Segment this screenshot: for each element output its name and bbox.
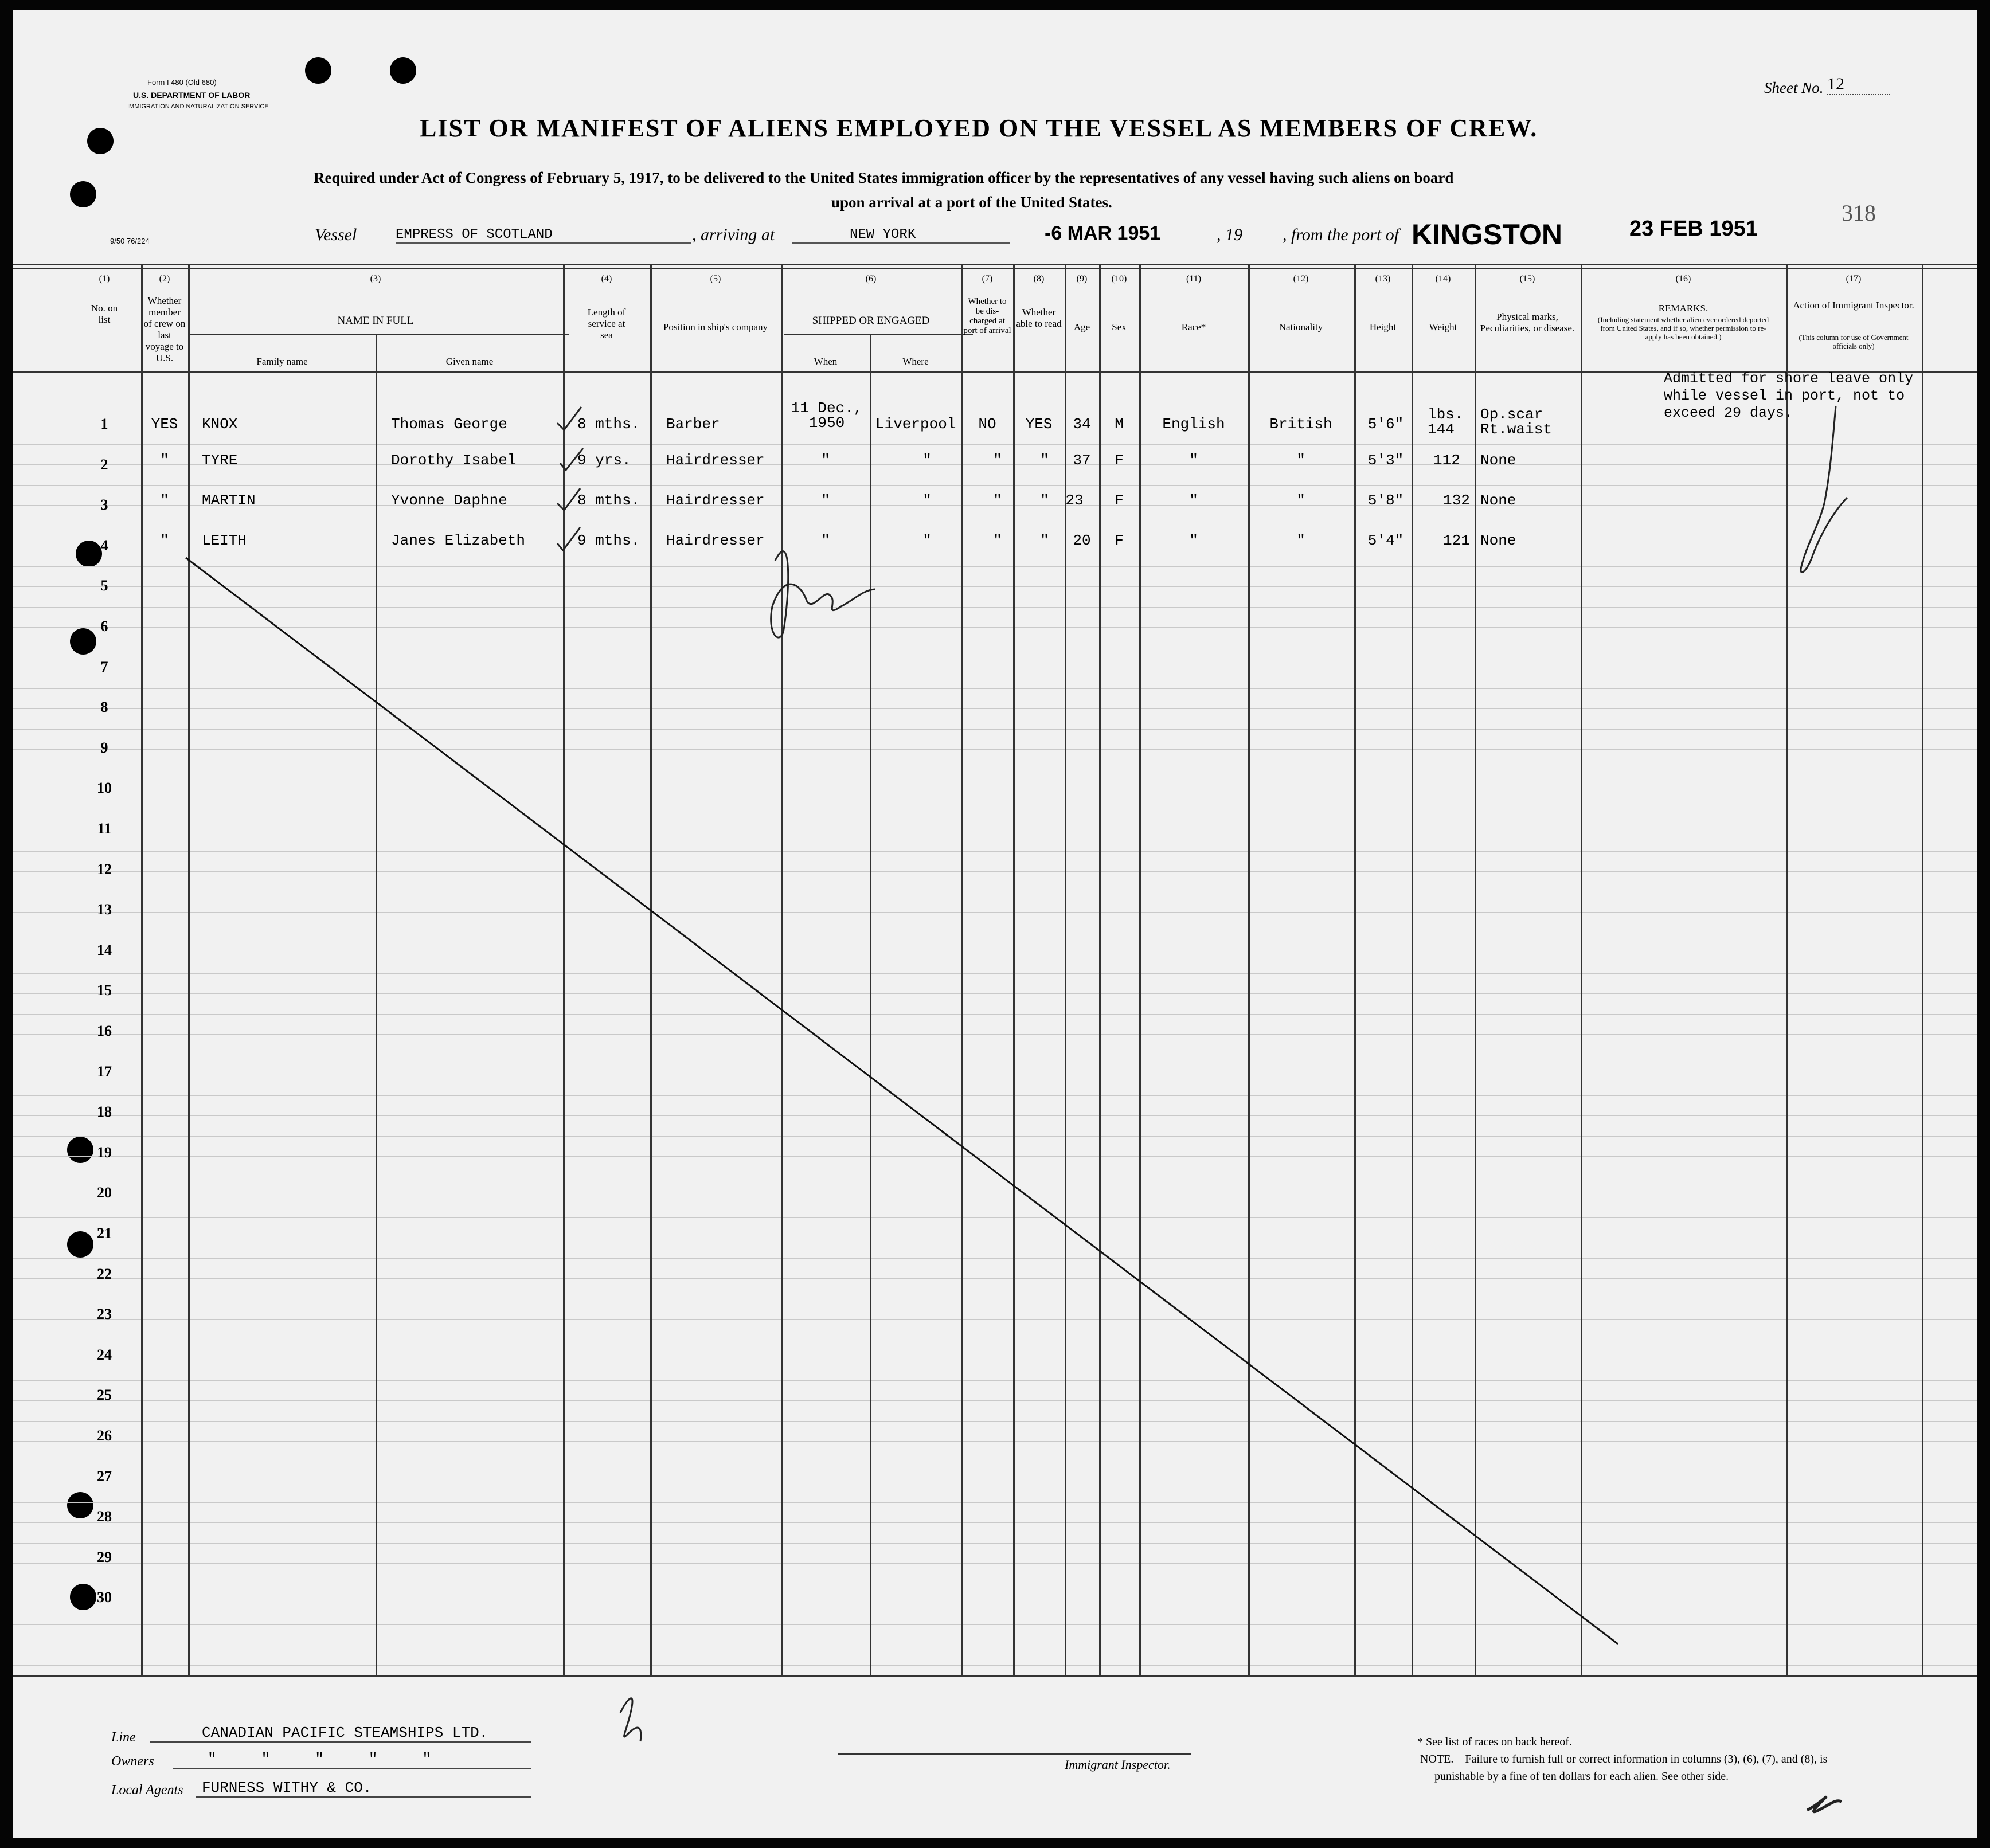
guide-line (13, 607, 1977, 608)
cell-able-read: " (1040, 532, 1049, 549)
row-number: 29 (97, 1549, 112, 1565)
header-given-name: Given name (445, 356, 494, 367)
cell-where: " (922, 492, 932, 509)
shipped-subrule (784, 334, 973, 335)
cell-sex: M (1115, 416, 1124, 433)
row-number: 10 (97, 780, 112, 796)
table-top-rule-2 (13, 268, 1977, 269)
col-divider (1065, 265, 1066, 1675)
row-number: 4 (100, 537, 108, 554)
guide-line (13, 1034, 1977, 1035)
col-divider (188, 265, 190, 1675)
col-number: (10) (1111, 274, 1127, 284)
guide-line (13, 1156, 1977, 1157)
subtitle-line1: Required under Act of Congress of February 5, 1917, to be delivered to the United States immigration officer by the representatives of any vessel having such aliens on board (314, 169, 1454, 186)
cell-weight: 112 (1433, 452, 1460, 469)
cell-nationality: " (1296, 532, 1305, 549)
guide-line (13, 871, 1977, 872)
inspector-initials-scribble (771, 551, 875, 637)
row-number: 9 (100, 739, 108, 756)
header-no-on-list: No. on list (91, 303, 118, 325)
guide-line (13, 749, 1977, 750)
cell-race: " (1189, 532, 1198, 549)
remarks-line: while vessel in port, not to (1664, 387, 1905, 404)
punch-hole (87, 128, 114, 154)
departure-date-stamp: 23 FEB 1951 (1629, 217, 1758, 241)
col-number: (1) (99, 274, 110, 284)
cell-weight: lbs. 144 (1428, 406, 1464, 438)
col-divider (1581, 265, 1582, 1675)
cell-age: 34 (1073, 416, 1091, 433)
col-divider (961, 265, 963, 1675)
service: IMMIGRATION AND NATURALIZATION SERVICE (127, 103, 269, 110)
row-number: 18 (97, 1103, 112, 1120)
col-number: (7) (982, 274, 993, 284)
col-number: (9) (1076, 274, 1088, 284)
cell-length-service: 8 mths. (577, 492, 640, 509)
cell-position: Barber (666, 416, 720, 433)
row-number: 25 (97, 1387, 112, 1403)
cell-family-name: KNOX (202, 416, 238, 433)
cell-length-service: 9 yrs. (577, 452, 631, 469)
cell-able-read: YES (1025, 416, 1053, 433)
row-number: 8 (100, 699, 108, 715)
col-divider (650, 265, 652, 1675)
col-number: (12) (1293, 274, 1309, 284)
manifest-sheet (13, 10, 1977, 1838)
row-number: 22 (97, 1266, 112, 1282)
name-subrule (190, 334, 569, 335)
col-number: (16) (1675, 274, 1691, 284)
guide-line (13, 1136, 1977, 1137)
cell-sex: F (1115, 492, 1124, 509)
from-label: , from the port of (1283, 225, 1399, 244)
cell-given-name: Janes Elizabeth (391, 532, 526, 549)
inspector-label: Immigrant Inspector. (1065, 1757, 1171, 1772)
cell-race: English (1162, 416, 1225, 433)
col-number: (14) (1435, 274, 1451, 284)
cell-where: " (922, 532, 932, 549)
col-number: (4) (601, 274, 612, 284)
col-divider (1475, 265, 1476, 1675)
header-family-name: Family name (256, 356, 308, 367)
arrival-date-stamp: -6 MAR 1951 (1045, 222, 1161, 244)
guide-line (13, 1421, 1977, 1422)
row-number: 17 (97, 1063, 112, 1080)
col-number: (3) (370, 274, 381, 284)
guide-line (13, 1115, 1977, 1116)
cell-given-name: Thomas George (391, 416, 507, 433)
cell-discharged: " (993, 452, 1002, 469)
header-discharged: Whether to be dis-charged at port of arrival (963, 297, 1011, 335)
row-number: 11 (97, 820, 112, 837)
punch-hole (390, 57, 416, 84)
guide-line (13, 973, 1977, 974)
guide-line (13, 1014, 1977, 1015)
col-divider (1412, 265, 1413, 1675)
guide-line (13, 1522, 1977, 1523)
col-divider (563, 265, 565, 1675)
cell-physical-marks: None (1480, 452, 1516, 469)
guide-line (13, 1665, 1977, 1666)
guide-line (13, 1441, 1977, 1442)
header-able-read: Whether able to read (1016, 307, 1062, 329)
guide-line (13, 912, 1977, 913)
subtitle-line2: upon arrival at a port of the United States. (831, 194, 1112, 211)
cell-nationality: British (1269, 416, 1332, 433)
cell-position: Hairdresser (666, 452, 765, 469)
note-line1: NOTE.—Failure to furnish full or correct information in columns (3), (6), (7), and (8), is (1420, 1753, 1828, 1765)
row-number: 14 (97, 942, 112, 958)
row-number: 28 (97, 1508, 112, 1525)
row-number: 7 (100, 659, 108, 675)
cell-when: " (821, 532, 830, 549)
cell-family-name: MARTIN (202, 492, 256, 509)
table-top-rule (13, 264, 1977, 265)
owners-value: " " " " " (173, 1751, 531, 1769)
guide-line (13, 627, 1977, 628)
col-divider (781, 265, 783, 1675)
guide-line (13, 993, 1977, 994)
guide-line (13, 708, 1977, 709)
page-mark-scribble (620, 1698, 641, 1741)
row-number: 19 (97, 1144, 112, 1161)
department: U.S. DEPARTMENT OF LABOR (133, 91, 251, 100)
cell-physical-marks: Op.scar Rt.waist (1480, 406, 1552, 438)
checkmark (557, 527, 580, 550)
guide-line (13, 1095, 1977, 1096)
guide-line (13, 1380, 1977, 1381)
header-where: Where (902, 356, 929, 367)
guide-line (13, 851, 1977, 852)
table-bottom-rule (13, 1675, 1977, 1677)
row-number: 26 (97, 1427, 112, 1444)
cell-race: " (1189, 492, 1198, 509)
col-divider (376, 335, 377, 1675)
row-number: 3 (100, 496, 108, 513)
cell-where: Liverpool (875, 416, 956, 433)
header-length-service: Length of service at sea (587, 307, 626, 340)
col-number: (11) (1186, 274, 1202, 284)
punch-hole (305, 57, 331, 84)
guide-line (13, 1278, 1977, 1279)
header-physical-marks: Physical marks, Peculiarities, or disease. (1480, 311, 1575, 334)
guide-line (13, 1258, 1977, 1259)
header-remarks-note: (Including statement whether alien ever ordered deported from United States, and if so, whether permission to re-apply has been obtained.) (1597, 315, 1769, 341)
sheet-number: 12 (1827, 75, 1890, 95)
header-position: Position in ship's company (663, 322, 768, 332)
cell-height: 5'6" (1367, 416, 1404, 433)
row-number: 21 (97, 1225, 112, 1242)
row-number: 13 (97, 901, 112, 918)
row-number: 23 (97, 1306, 112, 1322)
cell-discharged: NO (978, 416, 996, 433)
col-divider (1922, 265, 1923, 1675)
header-height: Height (1369, 322, 1397, 332)
guide-line (13, 1502, 1977, 1503)
cell-member: " (160, 452, 169, 469)
header-age: Age (1073, 322, 1090, 332)
header-action: Action of Immigrant Inspector. (1793, 300, 1914, 311)
cell-family-name: LEITH (202, 532, 247, 549)
remarks-line: exceed 29 days. (1664, 405, 1793, 421)
cell-position: Hairdresser (666, 532, 765, 549)
cell-age: 23 (1065, 492, 1084, 509)
col-divider (1139, 265, 1141, 1675)
guide-line (13, 1217, 1977, 1218)
cell-where: " (922, 452, 932, 469)
race-note: * See list of races on back hereof. (1417, 1736, 1572, 1748)
cell-given-name: Dorothy Isabel (391, 452, 517, 469)
col-divider (1013, 265, 1015, 1675)
cell-member: " (160, 492, 169, 509)
cell-weight: 132 (1443, 492, 1470, 509)
line-label: Line (111, 1730, 136, 1745)
owners-label: Owners (111, 1754, 154, 1769)
cell-able-read: " (1040, 492, 1049, 509)
row-number: 20 (97, 1184, 112, 1201)
cell-length-service: 9 mths. (577, 532, 640, 549)
header-weight: Weight (1429, 322, 1457, 332)
cell-discharged: " (993, 532, 1002, 549)
print-code: 9/50 76/224 (110, 237, 150, 245)
page-title: LIST OR MANIFEST OF ALIENS EMPLOYED ON THE VESSEL AS MEMBERS OF CREW. (420, 114, 1538, 142)
col-number: (8) (1033, 274, 1045, 284)
guide-line (13, 444, 1977, 445)
cell-length-service: 8 mths. (577, 416, 640, 433)
guide-line (13, 566, 1977, 567)
row-number: 27 (97, 1468, 112, 1485)
header-race: Race* (1181, 322, 1206, 332)
col-number: (2) (159, 274, 170, 284)
agents-value: FURNESS WITHY & CO. (196, 1779, 531, 1798)
col-divider (1248, 265, 1250, 1675)
header-name-in-full: NAME IN FULL (337, 315, 414, 327)
year-label: , 19 (1217, 225, 1242, 244)
col-divider (141, 265, 143, 1675)
cell-member: " (160, 532, 169, 549)
header-when: When (814, 356, 838, 367)
action-signature-scribble (1801, 406, 1847, 572)
col-number: (15) (1519, 274, 1535, 284)
guide-line (13, 688, 1977, 689)
line-value: CANADIAN PACIFIC STEAMSHIPS LTD. (150, 1724, 531, 1743)
cell-when: 11 Dec., 1950 (791, 400, 863, 432)
punch-hole (70, 181, 96, 207)
vessel-name: EMPRESS OF SCOTLAND (396, 227, 691, 244)
cell-nationality: " (1296, 452, 1305, 469)
header-sex: Sex (1112, 322, 1127, 332)
remarks-text (1664, 370, 1913, 422)
cell-when: " (821, 492, 830, 509)
col-divider (870, 335, 871, 1675)
form-number: Form I 480 (Old 680) (147, 78, 217, 87)
note-line2: punishable by a fine of ten dollars for each alien. See other side. (1434, 1770, 1729, 1783)
row-number: 15 (97, 982, 112, 999)
vessel-label: Vessel (315, 225, 357, 244)
header-member-last-voyage: Whether member of crew on last voyage to U.S. (143, 295, 186, 363)
col-divider (1354, 265, 1356, 1675)
cell-when: " (821, 452, 830, 469)
guide-line (13, 1543, 1977, 1544)
header-shipped-engaged: SHIPPED OR ENGAGED (812, 315, 930, 327)
inspector-signature-line (838, 1753, 1191, 1755)
guide-line (13, 485, 1977, 486)
guide-line (13, 1624, 1977, 1625)
cell-height: 5'8" (1367, 492, 1404, 509)
cell-able-read: " (1040, 452, 1049, 469)
row-number: 6 (100, 618, 108, 635)
row-number: 30 (97, 1589, 112, 1606)
header-remarks: REMARKS. (1658, 303, 1708, 314)
cell-weight: 121 (1443, 532, 1470, 549)
cell-nationality: " (1296, 492, 1305, 509)
cell-race: " (1189, 452, 1198, 469)
remarks-line: Admitted for shore leave only (1664, 370, 1914, 387)
guide-line (13, 729, 1977, 730)
arriving-port: NEW YORK (792, 227, 1010, 244)
row-number: 2 (100, 456, 108, 473)
guide-line (13, 586, 1977, 587)
cell-position: Hairdresser (666, 492, 765, 509)
row-number: 12 (97, 861, 112, 878)
cell-age: 20 (1073, 532, 1091, 549)
checkmark (557, 488, 580, 510)
col-divider (1099, 265, 1101, 1675)
cell-discharged: " (993, 492, 1002, 509)
sheet-label: Sheet No. (1764, 79, 1824, 96)
cell-physical-marks: None (1480, 532, 1516, 549)
note-tick-scribble (1807, 1797, 1842, 1811)
col-number: (5) (710, 274, 721, 284)
cell-sex: F (1115, 452, 1124, 469)
guide-line (13, 1400, 1977, 1401)
stamp-number: 318 (1842, 200, 1876, 226)
cell-physical-marks: None (1480, 492, 1516, 509)
row-number: 24 (97, 1346, 112, 1363)
header-nationality: Nationality (1279, 322, 1323, 332)
header-action-note: (This column for use of Government officials only) (1799, 333, 1909, 350)
agents-label: Local Agents (111, 1783, 183, 1798)
cancellation-line (186, 558, 1618, 1644)
col-number: (17) (1846, 274, 1862, 284)
row-number: 1 (100, 416, 108, 432)
cell-sex: F (1115, 532, 1124, 549)
cell-family-name: TYRE (202, 452, 238, 469)
col-number: (6) (865, 274, 877, 284)
guide-line (13, 1319, 1977, 1320)
cell-age: 37 (1073, 452, 1091, 469)
from-port-stamp: KINGSTON (1412, 218, 1562, 250)
row-number: 5 (100, 577, 108, 594)
cell-given-name: Yvonne Daphne (391, 492, 507, 509)
cell-height: 5'3" (1367, 452, 1404, 469)
cell-member: YES (151, 416, 178, 433)
guide-line (13, 1563, 1977, 1564)
row-number: 16 (97, 1023, 112, 1039)
col-number: (13) (1375, 274, 1391, 284)
arriving-label: , arriving at (692, 225, 775, 244)
col-divider (1786, 265, 1788, 1675)
cell-height: 5'4" (1367, 532, 1404, 549)
